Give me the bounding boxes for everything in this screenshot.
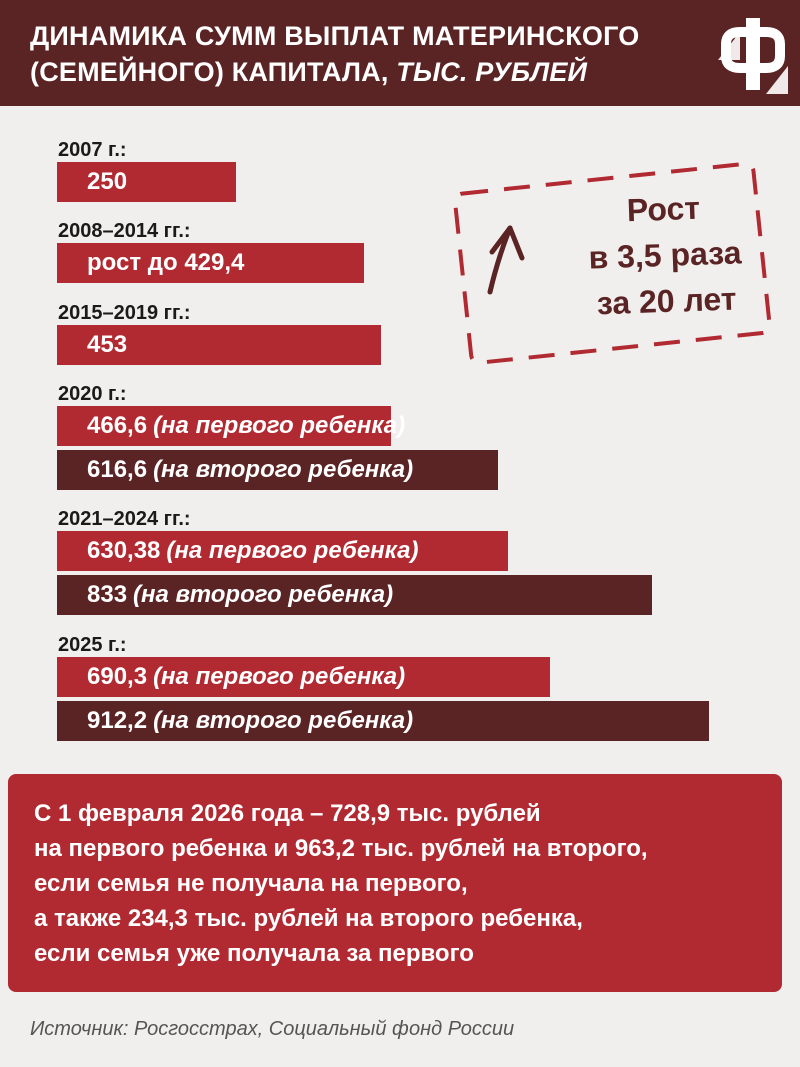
info-line: если семья не получала на первого, [34,870,468,897]
bar-value-label [87,325,127,365]
stamp-line-2: в 3,5 раза [587,234,743,276]
bar-note: (на второго ребенка) [153,456,414,483]
bar-value-label [87,243,244,283]
bar-value-label [87,701,413,741]
info-text [34,796,774,971]
bar-value-label [87,162,127,202]
group-label: 2008–2014 гг.: [58,220,191,242]
title-line-1: ДИНАМИКА СУММ ВЫПЛАТ МАТЕРИНСКОГО [30,21,640,51]
bar-note: (на первого ребенка) [153,412,406,439]
growth-stamp-text [558,182,773,327]
header-banner [0,0,800,106]
title-units: ТЫС. РУБЛЕЙ [396,57,588,87]
group-label: 2025 г.: [58,634,127,656]
bar-value-label [87,657,405,697]
bar-note: (на второго ребенка) [153,707,414,734]
bar-value: 690,3 [87,663,148,690]
bar-note: (на второго ребенка) [133,581,394,608]
ф-logo-icon [718,14,788,94]
group-label: 2021–2024 гг.: [58,508,191,530]
bar-value: 250 [87,168,128,195]
info-line: а также 234,3 тыс. рублей на второго ребенка, [34,905,583,932]
bar-value: 453 [87,331,128,358]
bar-value: 630,38 [87,537,161,564]
bar-value: 912,2 [87,707,148,734]
bar-value: 616,6 [87,456,148,483]
bar-value: 833 [87,581,128,608]
bar-first-child [57,162,236,202]
source-note: Источник: Росгосстрах, Социальный фонд России [30,1018,515,1040]
bar-value-label [87,406,405,446]
bar-note: (на первого ребенка) [153,663,406,690]
info-box [8,774,782,992]
bar-value-label [87,450,413,490]
bar-note: (на первого ребенка) [166,537,419,564]
bar-value: рост до 429,4 [87,249,245,276]
group-label: 2007 г.: [58,139,127,161]
info-line: если семья уже получала за первого [34,940,474,967]
info-line: на первого ребенка и 963,2 тыс. рублей на второго, [34,835,648,862]
up-arrow-icon [490,228,522,292]
bar-value-label [87,531,418,571]
group-label: 2020 г.: [58,383,127,405]
stamp-line-3: за 20 лет [596,280,737,322]
group-label: 2015–2019 гг.: [58,302,191,324]
title-line-2: (СЕМЕЙНОГО) КАПИТАЛА, [30,57,389,87]
bar-value-label [87,575,393,615]
chart-title [30,18,670,90]
bar-value: 466,6 [87,412,148,439]
stamp-line-1: Рост [626,189,701,229]
info-line: С 1 февраля 2026 года – 728,9 тыс. рублей [34,800,541,827]
